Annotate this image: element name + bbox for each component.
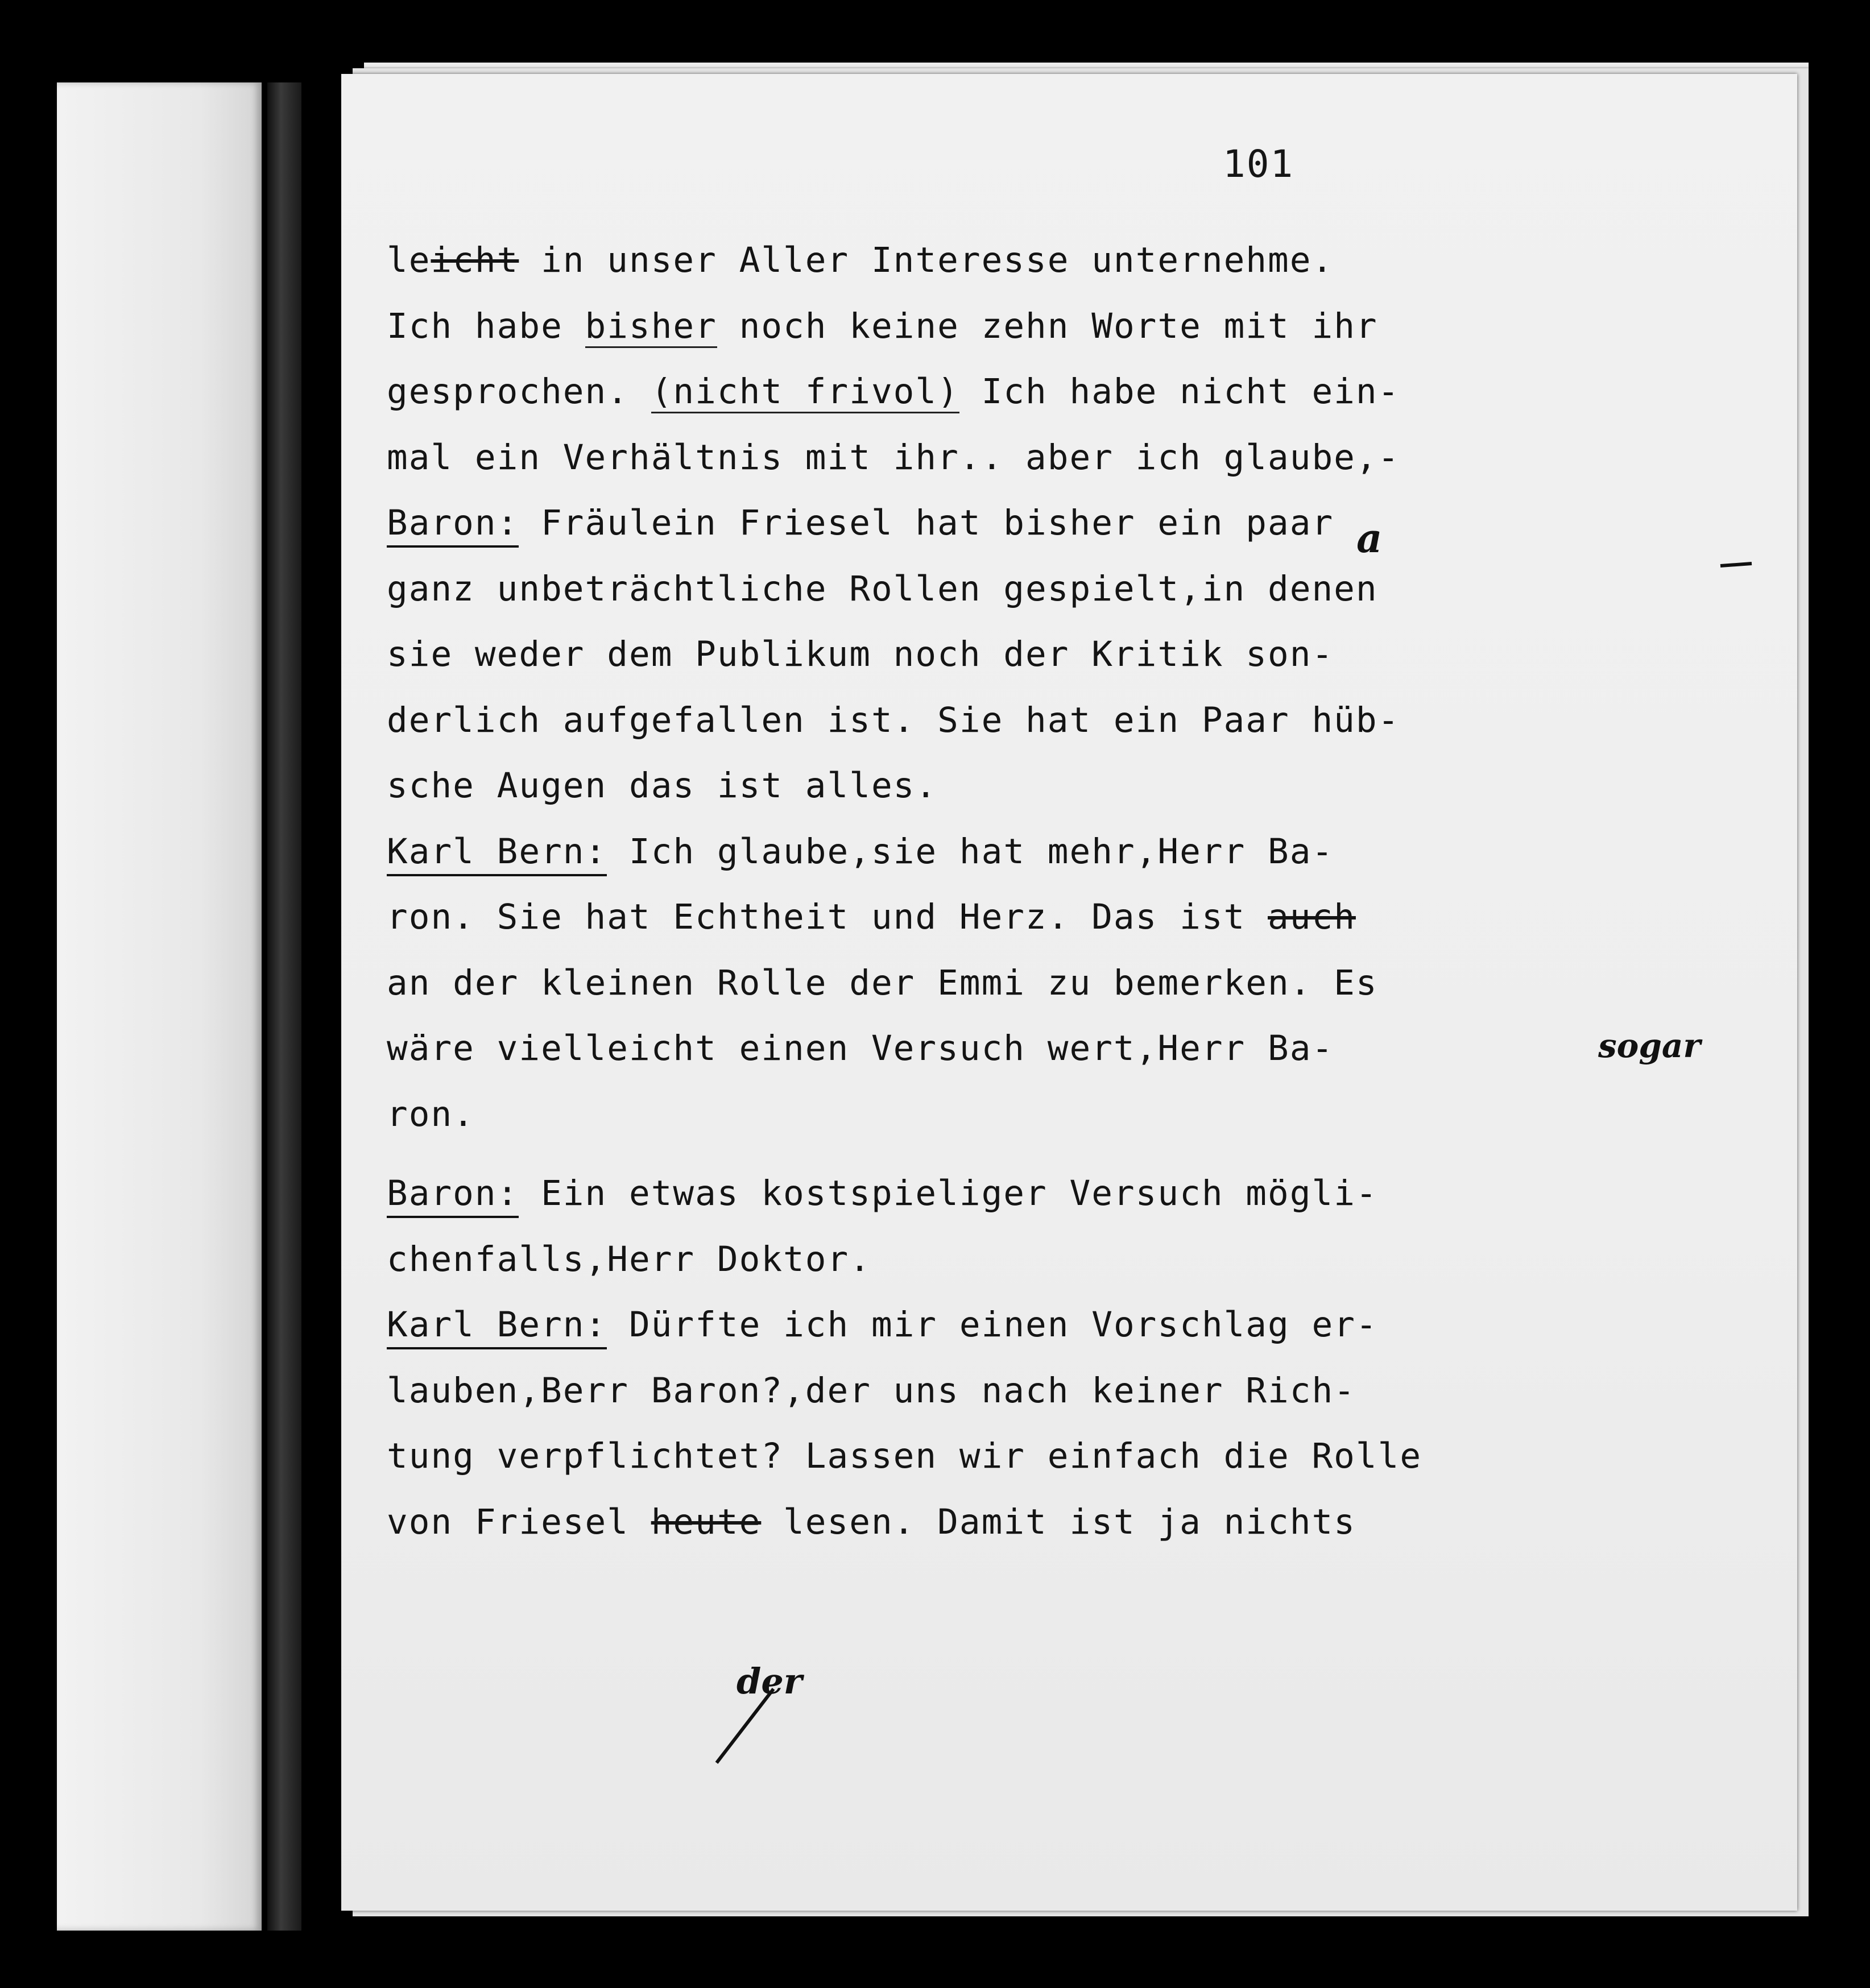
- text-line: ron.: [387, 1094, 475, 1134]
- text-line: ganz unbeträchtliche Rollen gespielt,in denen: [387, 568, 1378, 609]
- dash-mark: [1718, 554, 1757, 577]
- text-line: gesprochen. (nicht frivol) Ich habe nicht ein-: [387, 359, 1433, 425]
- struck-word: auch: [1268, 897, 1356, 937]
- text-line: chenfalls,Herr Doktor.: [387, 1239, 871, 1279]
- handwritten-correction: der: [737, 1660, 802, 1702]
- text-line: wäre vielleicht einen Versuch wert,Herr Ba-: [387, 1028, 1334, 1068]
- text-line: Karl Bern: Ich glaube,sie hat mehr,Herr Ba-: [387, 819, 1433, 885]
- text-line: mal ein Verhältnis mit ihr.. aber ich glaube,-: [387, 437, 1400, 478]
- overtyped-text: icht: [431, 240, 519, 280]
- struck-word: heute: [651, 1501, 762, 1542]
- text-line: sche Augen das ist alles.: [387, 765, 938, 806]
- handwritten-correction: sogar: [1598, 1026, 1701, 1065]
- text-line: sie weder dem Publikum noch der Kritik son-: [387, 634, 1334, 674]
- text-line: Ich habe bisher noch keine zehn Worte mit ihr: [387, 293, 1433, 359]
- page-number: 101: [1223, 142, 1294, 186]
- insertion-stroke: [705, 1683, 785, 1769]
- text-line: tung verpflichtet? Lassen wir einfach die Rolle: [387, 1436, 1422, 1476]
- text-line: an der kleinen Rolle der Emmi zu bemerken. Es: [387, 962, 1378, 1003]
- text-line: Baron: Fräulein Friesel hat bisher ein paar: [387, 490, 1433, 556]
- text-line: von Friesel heute lesen. Damit ist ja nichts: [387, 1501, 1356, 1542]
- text-line: Baron: Ein etwas kostspieliger Versuch mögli-: [387, 1161, 1433, 1227]
- typed-text-block: [387, 227, 1433, 1555]
- text-line: ron. Sie hat Echtheit und Herz. Das ist auch: [387, 897, 1356, 937]
- speaker-label: Baron:: [387, 1173, 519, 1218]
- binding-fold: [267, 82, 301, 1931]
- speaker-label: Karl Bern:: [387, 1304, 607, 1349]
- handwritten-correction: a: [1356, 515, 1383, 562]
- left-binding-leaf: [57, 82, 262, 1931]
- text-line: Karl Bern: Dürfte ich mir einen Vorschlag er-: [387, 1292, 1433, 1358]
- text-line: lauben,Berr Baron?,der uns nach keiner Rich-: [387, 1370, 1356, 1411]
- speaker-label: Karl Bern:: [387, 831, 607, 876]
- text-line: derlich aufgefallen ist. Sie hat ein Paar hüb-: [387, 699, 1400, 740]
- text-line: leicht in unser Aller Interesse unternehme.: [387, 240, 1334, 280]
- speaker-label: Baron:: [387, 503, 519, 548]
